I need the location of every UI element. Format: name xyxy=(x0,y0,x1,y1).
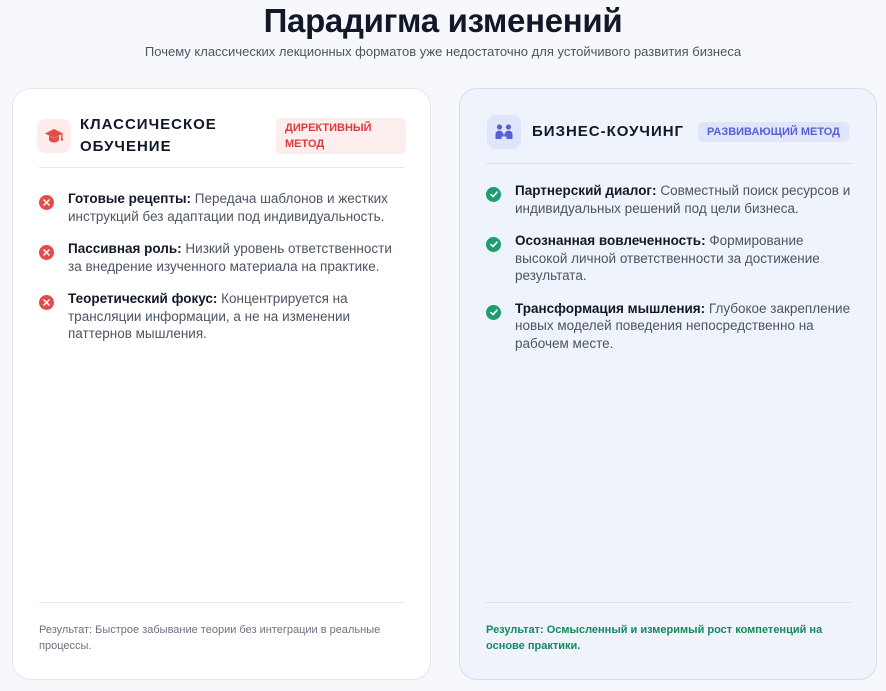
item-text: Глубокое закрепление новых моделей поведения непосредственно на рабочем месте. xyxy=(515,300,851,351)
item-text: Передача шаблонов и жестких инструкций без адаптации под индивидуальность. xyxy=(68,191,388,224)
directive-method-badge: ДИРЕКТИВНЫЙ МЕТОД xyxy=(276,118,406,154)
coaching-result-text: Результат: Осмысленный и измеримый рост компетенций на основе практики. xyxy=(486,624,823,652)
card-divider xyxy=(39,602,405,603)
item-term: Осознанная вовлеченность: xyxy=(515,233,706,248)
cross-icon xyxy=(39,245,54,260)
list-item xyxy=(39,190,409,225)
classic-card-title: КЛАССИЧЕСКОЕ ОБУЧЕНИЕ xyxy=(80,116,217,155)
check-icon xyxy=(486,237,501,252)
item-term: Пассивная роль: xyxy=(68,241,182,256)
card-divider xyxy=(486,602,852,603)
list-item xyxy=(486,300,856,353)
list-item xyxy=(486,182,856,217)
classic-training-card xyxy=(12,88,431,680)
people-dialog-icon xyxy=(487,115,521,149)
item-term: Готовые рецепты: xyxy=(68,191,192,206)
graduation-cap-icon xyxy=(37,119,71,153)
page-title: Парадигма изменений xyxy=(263,2,623,39)
classic-items-list xyxy=(39,190,409,358)
list-item xyxy=(486,232,856,285)
item-text: Формирование высокой личной ответственности за достижение результата. xyxy=(515,233,820,283)
list-item xyxy=(39,240,409,275)
item-text: Концентрируется на трансляции информации, а не на изменении паттернов мышления. xyxy=(68,291,351,341)
cross-icon xyxy=(39,195,54,210)
item-term: Теоретический фокус: xyxy=(68,291,218,306)
coaching-items-list xyxy=(486,182,856,367)
classic-result-text: Результат: Быстрое забывание теории без интеграции в реальные процессы. xyxy=(39,624,381,652)
check-icon xyxy=(486,305,501,320)
item-text: Низкий уровень ответственности за внедрение изученного материала на практике. xyxy=(68,241,392,274)
developing-method-badge: РАЗВИВАЮЩИЙ МЕТОД xyxy=(698,122,849,142)
card-divider xyxy=(39,167,405,168)
page-subtitle: Почему классических лекционных форматов уже недостаточно для устойчивого развития бизнеса xyxy=(144,44,742,59)
card-divider xyxy=(486,163,852,164)
check-icon xyxy=(486,187,501,202)
cross-icon xyxy=(39,295,54,310)
coaching-card-title: БИЗНЕС-КОУЧИНГ xyxy=(532,123,685,140)
list-item xyxy=(39,290,409,343)
item-text: Совместный поиск ресурсов и индивидуальных решений под цели бизнеса. xyxy=(515,183,851,216)
business-coaching-card xyxy=(459,88,877,680)
item-term: Партнерский диалог: xyxy=(515,183,657,198)
item-term: Трансформация мышления: xyxy=(515,300,706,316)
